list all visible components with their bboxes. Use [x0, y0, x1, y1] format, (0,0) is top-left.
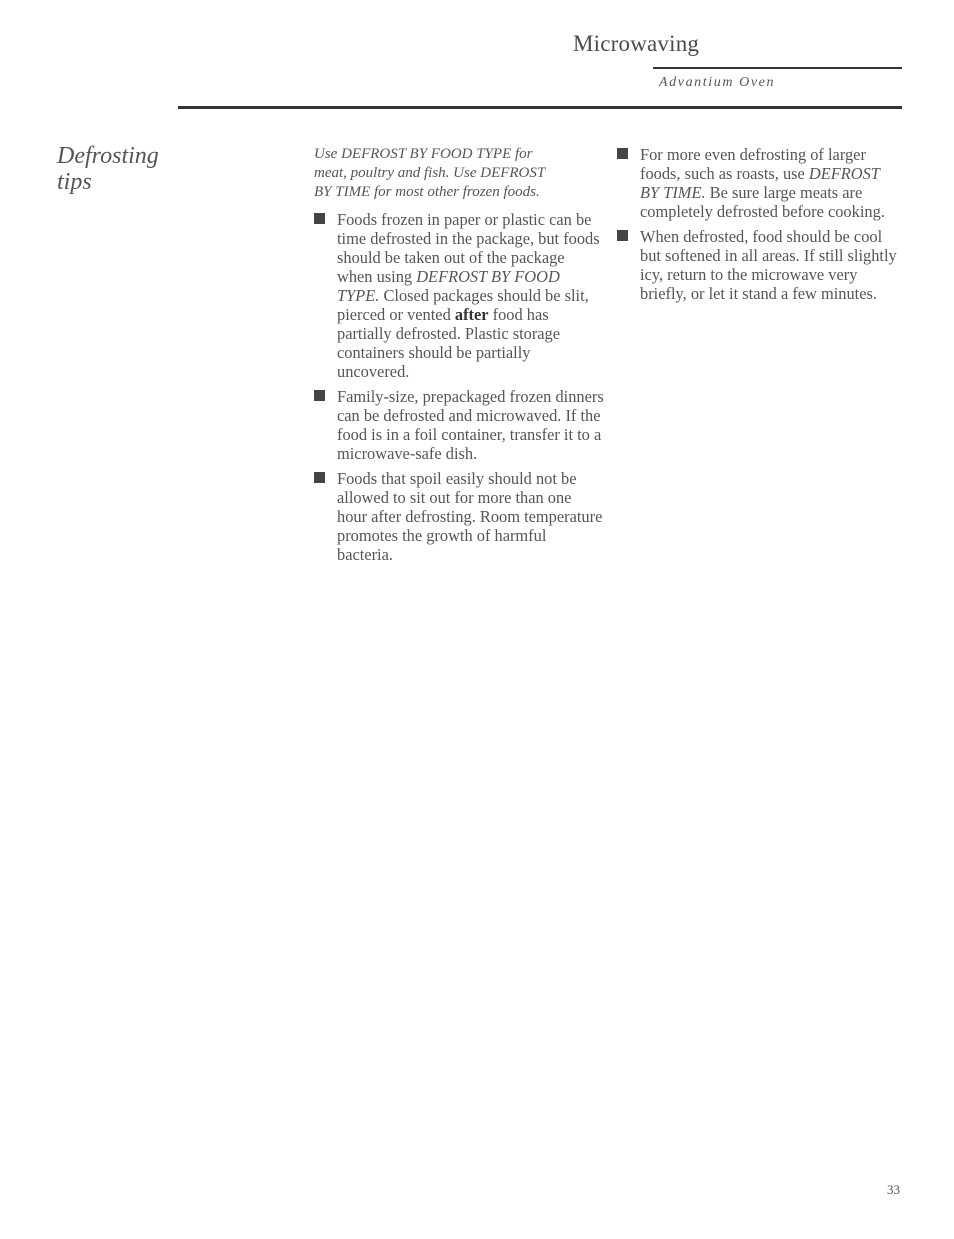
- text-run: For more even defrosting of larger foods, such as roasts, use: [640, 145, 866, 183]
- list-item: [617, 145, 902, 221]
- intro-line: BY TIME for most other frozen foods.: [314, 184, 540, 200]
- list-item-text: Family-size, prepackaged frozen dinners can be defrosted and microwaved. If the food is in a foil container, transfer it to a microwave-safe dish.: [337, 387, 604, 463]
- list-item: [314, 387, 604, 463]
- square-bullet-icon: [314, 390, 325, 401]
- square-bullet-icon: [314, 472, 325, 483]
- list-item: [314, 469, 604, 564]
- page-section-title: Microwaving: [573, 31, 700, 56]
- section-heading-line2: tips: [57, 169, 92, 195]
- intro-paragraph: [314, 145, 604, 202]
- right-column: [617, 145, 902, 309]
- left-column: [314, 145, 604, 570]
- page-subtitle: Advantium Oven: [659, 75, 776, 90]
- list-item-text: [337, 210, 604, 381]
- text-run: Closed packages should be slit, pierced or vented: [337, 286, 589, 324]
- section-heading: [57, 143, 197, 195]
- header-rule-short: [653, 67, 902, 69]
- intro-line: Use DEFROST BY FOOD TYPE for: [314, 146, 533, 162]
- list-item-text: Foods that spoil easily should not be allowed to sit out for more than one hour after defrosting. Room temperature promotes the growth of harmful bacteria.: [337, 469, 603, 564]
- text-run-bold: after: [454, 305, 489, 324]
- text-run-italic: DEFROST BY FOOD TYPE.: [337, 267, 560, 305]
- text-run: Foods frozen in paper or plastic can be time defrosted in the package, but foods should be taken out of the package when using: [337, 210, 600, 286]
- square-bullet-icon: [617, 148, 628, 159]
- text-run: Be sure large meats are completely defrosted before cooking.: [640, 183, 885, 221]
- text-run: food has partially defrosted. Plastic storage containers should be partially uncovered.: [337, 305, 561, 381]
- list-item-text: [640, 145, 902, 221]
- page-number: 33: [887, 1182, 900, 1197]
- intro-line: meat, poultry and fish. Use DEFROST: [314, 165, 546, 181]
- square-bullet-icon: [314, 213, 325, 224]
- list-item: [314, 210, 604, 381]
- list-item-text: When defrosted, food should be cool but softened in all areas. If still slightly icy, return to the microwave very briefly, or let it stand a few minutes.: [640, 227, 897, 303]
- section-heading-line1: Defrosting: [57, 143, 159, 169]
- text-run-italic: DEFROST BY TIME.: [640, 164, 880, 202]
- header-rule-long: [178, 106, 902, 109]
- square-bullet-icon: [617, 230, 628, 241]
- list-item: [617, 227, 902, 303]
